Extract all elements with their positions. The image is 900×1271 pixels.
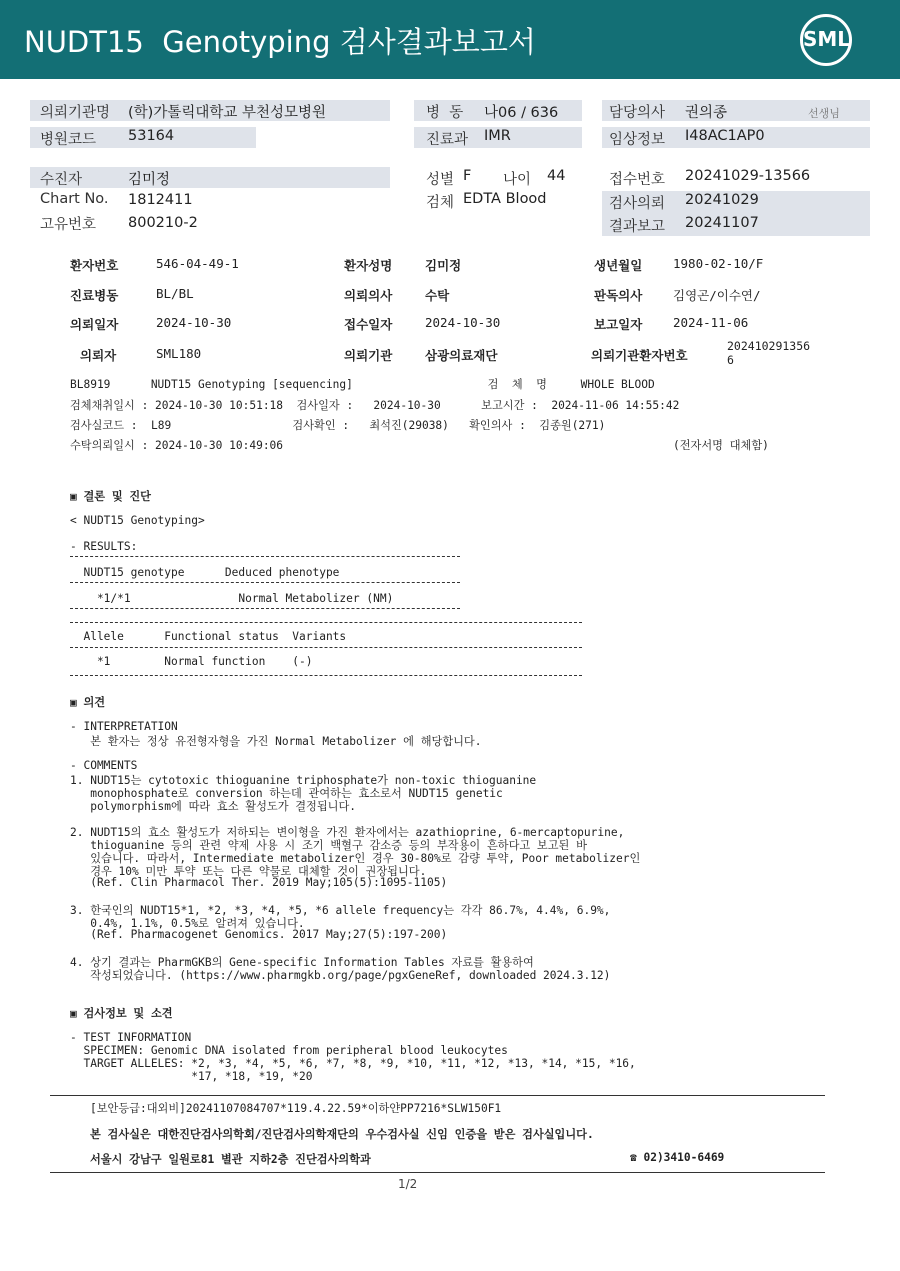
req-inst-label: 의뢰기관	[344, 348, 393, 363]
comment-2-line: thioguanine 등의 관련 약제 사용 시 조기 백혈구 감소증 등의 부작용이 흔하다고 보고된 바	[70, 839, 587, 852]
chart-label: Chart No.	[40, 191, 109, 207]
receipt-value: 20241029-13566	[685, 168, 811, 184]
test-line-3: 검사실코드 : L89 검사확인 : 최석진(29038) 확인의사 : 김종원(271)	[70, 419, 606, 432]
hospital-code-label: 병원코드	[40, 132, 97, 148]
birth-label: 생년월일	[594, 258, 643, 273]
dept-value: IMR	[484, 128, 511, 144]
doctor-label: 담당의사	[609, 105, 666, 121]
section-opinion: ▣ 의견	[70, 696, 106, 709]
report-value: 20241107	[685, 215, 759, 231]
comment-2-line: 있습니다. 따라서, Intermediate metabolizer인 경우 30-80%로 감량 투약, Poor metabolizer인	[70, 852, 641, 865]
interp-text: 본 환자는 정상 유전형자형을 가진 Normal Metabolizer 에 해당합니다.	[70, 735, 482, 748]
genotype-table-header: NUDT15 genotype Deduced phenotype	[70, 566, 340, 579]
divider	[70, 622, 582, 623]
unique-value: 800210-2	[128, 215, 198, 231]
patient-label: 수진자	[40, 172, 83, 188]
read-doctor-label: 판독의사	[594, 288, 643, 303]
address-text: 서울시 강남구 일원로81 별관 지하2층 진단검사의학과	[90, 1153, 371, 1166]
footer-rule-top	[50, 1095, 825, 1096]
test-line-1: BL8919 NUDT15 Genotyping [sequencing] 검 체 명 WHOLE BLOOD	[70, 378, 655, 391]
rcv-date-value: 2024-10-30	[425, 315, 501, 330]
test-info-line: TARGET ALLELES: *2, *3, *4, *5, *6, *7, *8, *9, *10, *11, *12, *13, *14, *15, *16,	[70, 1057, 636, 1070]
req-inst-value: 삼광의료재단	[425, 348, 498, 363]
test-line-4: 수탁의뢰일시 : 2024-10-30 10:49:06	[70, 439, 284, 452]
divider	[70, 556, 460, 557]
test-info-line: *17, *18, *19, *20	[70, 1070, 313, 1083]
doctor-value: 권의종	[685, 105, 728, 121]
security-line: [보안등급:대외비]20241107084707*119.4.22.59*이하얀PP7216*SLW150F1	[90, 1102, 502, 1115]
results-label: - RESULTS:	[70, 540, 138, 553]
comments-label: - COMMENTS	[70, 759, 138, 772]
footer-rule-bottom	[50, 1172, 825, 1173]
patient-bar	[30, 167, 390, 188]
sex-value: F	[463, 168, 472, 184]
patient-value: 김미정	[128, 172, 171, 188]
req-doctor-label: 의뢰의사	[344, 288, 393, 303]
comment-3-line: 0.4%, 1.1%, 0.5%로 알려져 있습니다.	[70, 917, 305, 930]
comment-1-line: monophosphate로 conversion 하는데 관여하는 효소로서 NUDT15 genetic	[70, 787, 503, 800]
specimen-value: EDTA Blood	[463, 191, 547, 207]
ward-label-2: 진료병동	[70, 288, 119, 303]
req-date-label: 의뢰일자	[70, 317, 119, 332]
clinical-value: I48AC1AP0	[685, 128, 765, 144]
signature-note: (전자서명 대체함)	[673, 439, 769, 452]
unique-label: 고유번호	[40, 217, 97, 233]
age-label: 나이	[503, 172, 532, 188]
dept-label: 진료과	[426, 132, 469, 148]
phone-text: ☎ 02)3410-6469	[630, 1151, 725, 1164]
patient-no-value: 546-04-49-1	[156, 256, 239, 271]
divider	[70, 582, 460, 583]
interp-label: - INTERPRETATION	[70, 720, 178, 733]
inst-patient-label: 의뢰기관환자번호	[591, 348, 688, 363]
patient-no-label: 환자번호	[70, 258, 119, 273]
request-value: 20241029	[685, 192, 759, 208]
divider	[70, 675, 582, 676]
ward-label: 병 동	[426, 105, 464, 121]
hospital-code-value: 53164	[128, 128, 175, 144]
ward-value-2: BL/BL	[156, 286, 194, 301]
comment-4-line: 4. 상기 결과는 PharmGKB의 Gene-specific Information Tables 자료를 활용하여	[70, 956, 534, 969]
receipt-label: 접수번호	[609, 172, 666, 188]
comment-2-line: 경우 10% 미만 투약 또는 다른 약물로 대체할 것이 권장됩니다.	[70, 865, 427, 878]
comment-1-line: polymorphism에 따라 효소 활성도가 결정됩니다.	[70, 800, 357, 813]
req-doctor-value: 수탁	[425, 288, 450, 303]
test-info-line: SPECIMEN: Genomic DNA isolated from peripheral blood leukocytes	[70, 1044, 508, 1057]
read-doctor-value: 김영곤/이수연/	[673, 288, 761, 303]
patient-name-value: 김미정	[425, 258, 462, 273]
req-date-value: 2024-10-30	[156, 315, 232, 330]
test-line-2: 검체채취일시 : 2024-10-30 10:51:18 검사일자 : 2024-10-30 보고시간 : 2024-11-06 14:55:42	[70, 399, 680, 412]
allele-table-header: Allele Functional status Variants	[70, 630, 347, 643]
page-number: 1/2	[398, 1177, 418, 1191]
rpt-date-label: 보고일자	[594, 317, 643, 332]
comment-1-line: 1. NUDT15는 cytotoxic thioguanine triphosphate가 non-toxic thioguanine	[70, 774, 537, 787]
requester-label: 의뢰자	[80, 348, 117, 363]
report-header	[0, 0, 900, 79]
test-info-line: - TEST INFORMATION	[70, 1031, 192, 1044]
genotype-table-row: *1/*1 Normal Metabolizer (NM)	[70, 592, 394, 605]
divider	[70, 647, 582, 648]
divider	[70, 608, 460, 609]
test-name: < NUDT15 Genotyping>	[70, 514, 205, 527]
ward-value: 나06 / 636	[484, 105, 559, 121]
sex-label: 성별	[426, 172, 455, 188]
doctor-suffix: 선생님	[808, 107, 840, 120]
sml-logo: SML	[800, 14, 852, 66]
report-title: NUDT15 Genotyping 검사결과보고서	[24, 25, 536, 59]
age-value: 44	[547, 168, 566, 184]
clinical-label: 임상정보	[609, 132, 666, 148]
rcv-date-label: 접수일자	[344, 317, 393, 332]
birth-value: 1980-02-10/F	[673, 256, 764, 271]
section-conclusion: ▣ 결론 및 진단	[70, 490, 151, 503]
specimen-label: 검체	[426, 195, 455, 211]
report-label: 결과보고	[609, 219, 666, 235]
inst-patient-value-cont: 6	[727, 353, 734, 367]
comment-2-line: (Ref. Clin Pharmacol Ther. 2019 May;105(5):1095-1105)	[70, 876, 448, 889]
comment-3-line: 3. 한국인의 NUDT15*1, *2, *3, *4, *5, *6 allele frequency는 각각 86.7%, 4.4%, 6.9%,	[70, 904, 611, 917]
comment-4-line: 작성되었습니다. (https://www.pharmgkb.org/page/pgxGeneRef, downloaded 2024.3.12)	[70, 969, 611, 982]
rpt-date-value: 2024-11-06	[673, 315, 749, 330]
patient-name-label: 환자성명	[344, 258, 393, 273]
institution-value: (학)가톨릭대학교 부천성모병원	[128, 105, 327, 121]
inst-patient-value: 202410291356	[727, 339, 811, 353]
certification-text: 본 검사실은 대한진단검사의학회/진단검사의학재단의 우수검사실 신임 인증을 받은 검사실입니다.	[90, 1128, 594, 1141]
comment-3-line: (Ref. Pharmacogenet Genomics. 2017 May;27(5):197-200)	[70, 928, 448, 941]
comment-2-line: 2. NUDT15의 효소 활성도가 저하되는 변이형을 가진 환자에서는 azathioprine, 6-mercaptopurine,	[70, 826, 625, 839]
requester-value: SML180	[156, 346, 202, 361]
section-test-info: ▣ 검사정보 및 소견	[70, 1007, 173, 1020]
request-label: 검사의뢰	[609, 196, 666, 212]
chart-value: 1812411	[128, 192, 193, 208]
allele-table-row: *1 Normal function (-)	[70, 655, 313, 668]
institution-label: 의뢰기관명	[40, 105, 111, 121]
